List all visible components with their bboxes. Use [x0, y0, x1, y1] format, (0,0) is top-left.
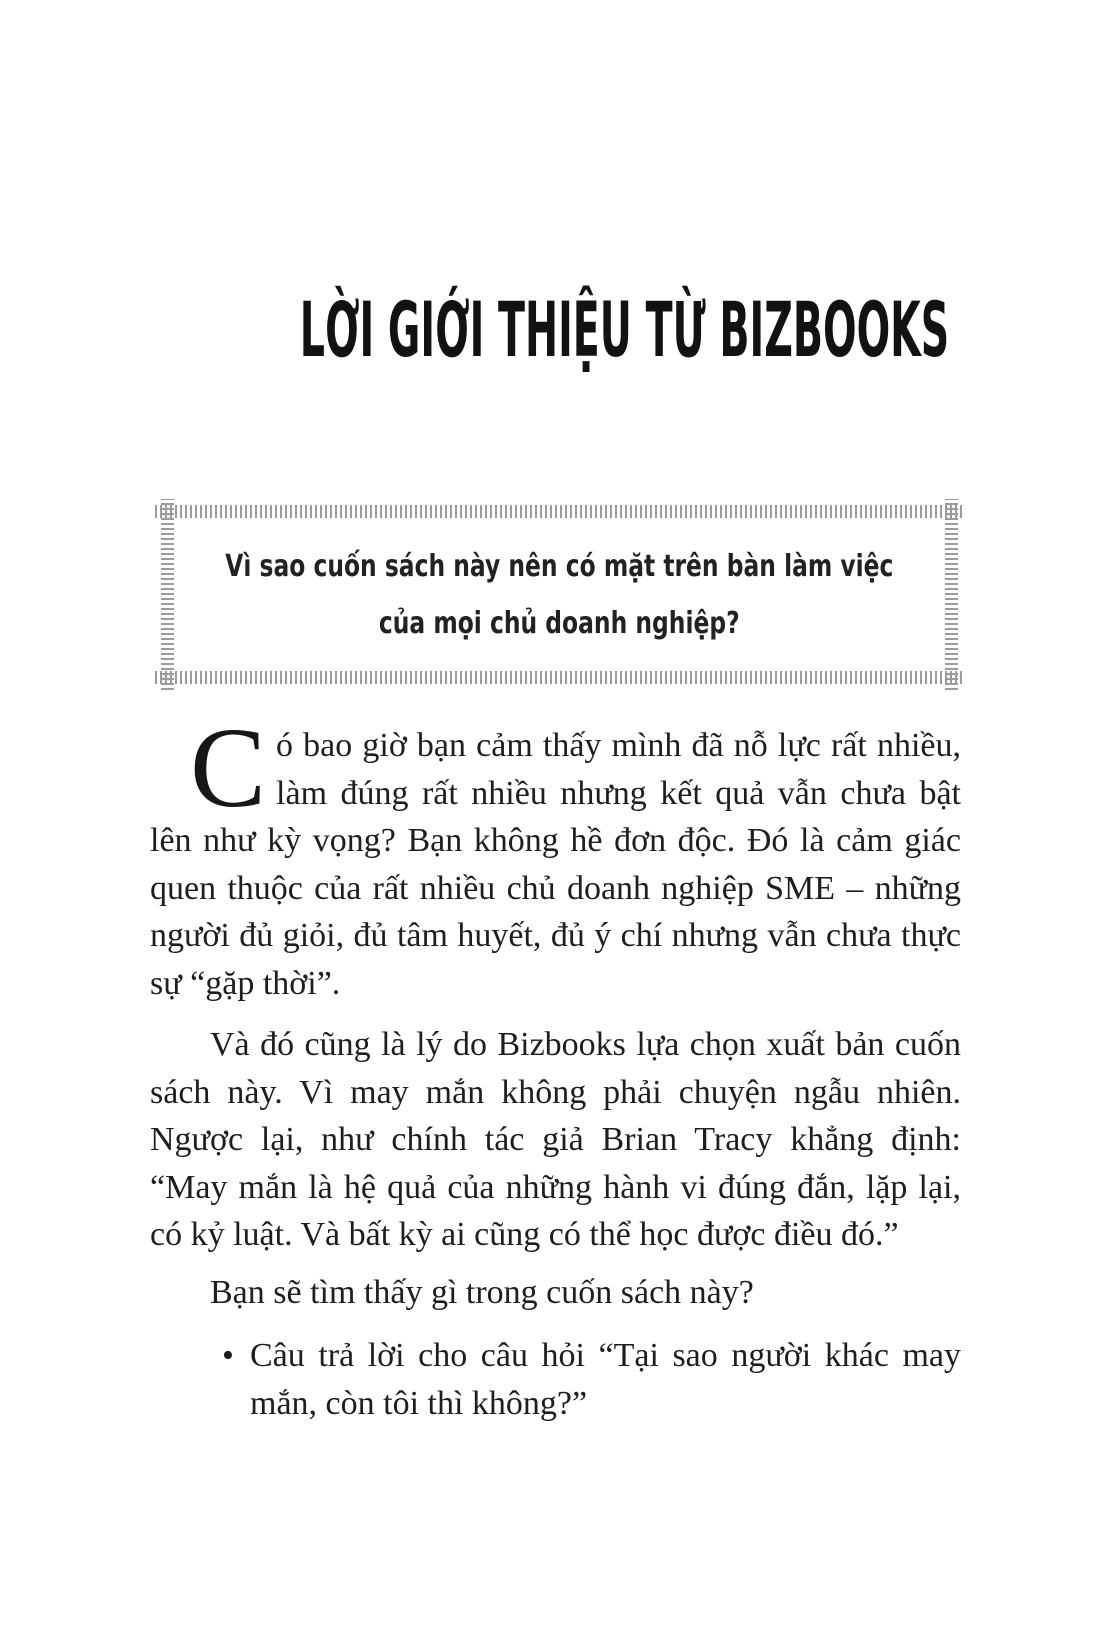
- list-item: [150, 1332, 961, 1427]
- tick-border-top: [155, 505, 964, 518]
- callout-line-1: Vì sao cuốn sách này nên có mặt trên bàn làm việc: [225, 548, 894, 584]
- tick-border-right: [945, 499, 958, 690]
- chapter-title-text: LỜI GIỚI THIỆU TỪ BIZBOOKS: [299, 285, 950, 374]
- body-text: [150, 704, 961, 1427]
- paragraph-1: [150, 704, 961, 1007]
- paragraph-1-text: ó bao giờ bạn cảm thấy mình đã nỗ lực rất nhiều, làm đúng rất nhiều nhưng kết quả vẫn chưa bật lên như kỳ vọng? Bạn không hề đơn độc. Đó là cảm giác quen thuộc của rất nhiều chủ doanh nghiệp SME – những người đủ giỏi, đủ tâm huyết, đủ ý chí nhưng vẫn chưa thực sự “gặp thời”.: [150, 727, 961, 1002]
- drop-cap: C: [190, 704, 267, 831]
- tick-border-bottom: [155, 671, 964, 684]
- bullet-marker: •: [222, 1337, 234, 1374]
- chapter-title: [0, 282, 1119, 378]
- bullet-list: [150, 1332, 961, 1427]
- tick-border-left: [161, 499, 174, 690]
- callout-line-2: của mọi chủ doanh nghiệp?: [379, 605, 740, 641]
- paragraph-3: Bạn sẽ tìm thấy gì trong cuốn sách này?: [210, 1273, 754, 1311]
- paragraph-2: Và đó cũng là lý do Bizbooks lựa chọn xuất bản cuốn sách này. Vì may mắn không phải chuyện ngẫu nhiên. Ngược lại, như chính tác giả Brian Tracy khẳng định: “May mắn là hệ quả của những hành vi đúng đắn, lặp lại, có kỷ luật. Và bất kỳ ai cũng có thể học được điều đó.”: [150, 1026, 961, 1253]
- bullet-text: Câu trả lời cho câu hỏi “Tại sao người khác may mắn, còn tôi thì không?”: [250, 1337, 961, 1422]
- callout-box: [161, 505, 958, 684]
